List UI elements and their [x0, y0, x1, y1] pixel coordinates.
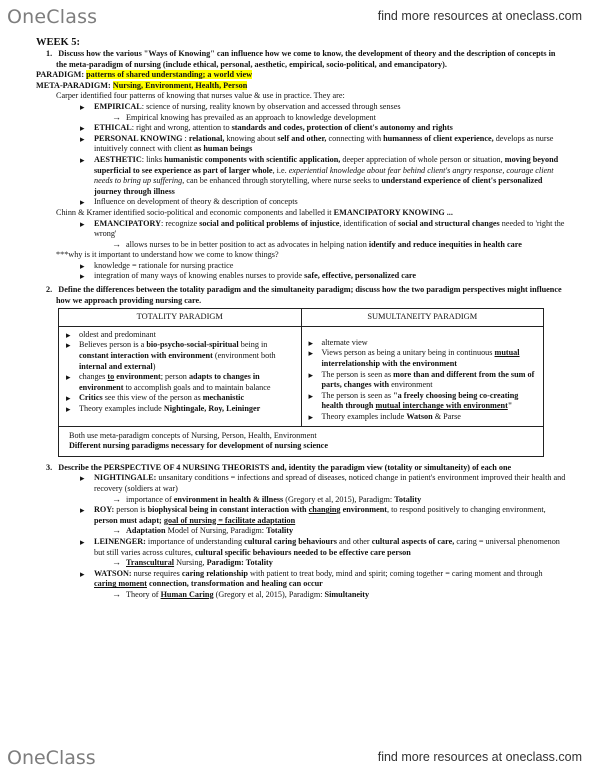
text-bold: " [507, 401, 513, 411]
text-bold: social and structural changes [398, 218, 500, 228]
text: environment [389, 380, 433, 390]
list-item-why-1 [36, 261, 566, 272]
chinn-kramer [36, 208, 566, 219]
text: with patient to treat body, mind and spirit; coming together = caring moment and through [247, 568, 543, 578]
text-bold: EMANCIPATORY KNOWING ... [333, 207, 453, 217]
text: Theory examples include [79, 404, 164, 413]
question-1 [36, 49, 566, 70]
text: : right and wrong, attention to [131, 123, 232, 133]
text-underline: Transcultural [126, 558, 175, 568]
text-underline: caring moment [94, 579, 147, 589]
question-number: 2. [46, 285, 53, 295]
text: person is [114, 505, 148, 515]
text: Theory examples include [321, 412, 407, 421]
text-bold: humanistic components with scientific application, [164, 154, 341, 164]
footer-tagline[interactable]: find more resources at oneclass.com [377, 750, 582, 764]
text-bold: bio-psycho-social-spiritual [146, 340, 239, 350]
text-bold: understand experience of client's personalized journey through illness [94, 176, 543, 196]
text: (Gregory et al, 2015), Paradigm: [283, 494, 395, 504]
meta-paradigm-definition [36, 81, 566, 92]
text: Empirical knowing has prevailed as an approach to knowledge development [126, 112, 376, 122]
sub-item-roy [36, 526, 566, 537]
term: NIGHTINGALE: [94, 473, 157, 483]
paradigm-label: PARADIGM: [36, 70, 85, 80]
simultaneity-item [306, 412, 540, 423]
paradigm-definition [36, 70, 566, 81]
totality-item [63, 393, 297, 404]
text-italic: experiential knowledge about fear behind client's angry response, courage client needs to bring up suffering [94, 165, 554, 186]
sub-item-nightingale [36, 495, 566, 506]
list-item-nightingale [36, 473, 566, 494]
sub-item-emancipatory [36, 240, 566, 251]
list-item-ethical [36, 123, 566, 134]
list-item-emancipatory [36, 219, 566, 240]
page-header [0, 0, 595, 34]
question-text: Discuss how the various "Ways of Knowing" can influence how we come to know, the development of theory and the description of concepts in the meta-paradigm of nursing (include ethical, personal, aesthetic, empirical, socio-political, and emancipatory). [56, 49, 556, 69]
text-bold: Watson [406, 412, 433, 421]
text-bold: cultural aspects of care, [371, 536, 455, 546]
text: , can be enhanced through storytelling, where nurse seeks to [182, 176, 382, 186]
simultaneity-item [306, 391, 540, 412]
text-bold: more than and different from the sum of parts, changes with [321, 369, 535, 390]
text: caring = universal phenomenon but still varies across cultures, [94, 536, 560, 557]
text: ) [152, 361, 156, 371]
text: : links [141, 154, 165, 164]
text-bold: connection, transformation and healing can occur [146, 579, 323, 589]
totality-item [63, 340, 297, 372]
text: to accomplish goals and to maintain balance [123, 382, 271, 392]
header-tagline[interactable]: find more resources at oneclass.com [377, 9, 582, 23]
text: oldest and predominant [79, 329, 156, 339]
text: (Gregory et al, 2015), Paradigm: [213, 589, 325, 599]
term: WATSON: [94, 568, 132, 578]
text-bold: environment [340, 505, 387, 515]
footer-logo[interactable]: OneClass [7, 747, 96, 769]
text-bold: internal and external [79, 361, 153, 371]
text-bold: environment in health & illness [173, 494, 284, 504]
meta-paradigm-label: META-PARADIGM: [36, 80, 111, 90]
text: see this view of the person as [102, 393, 203, 403]
text: The person is seen as [321, 390, 394, 400]
text: : [182, 133, 189, 143]
text-bold: identify and reduce inequities in health care [368, 239, 522, 249]
summary-line-1: Both use meta-paradigm concepts of Nursing, Person, Health, Environment [69, 430, 317, 440]
text-bold: Totality [266, 526, 294, 536]
text: Views person as being a unitary being in continuous [321, 348, 495, 358]
text-bold: Totality [394, 494, 422, 504]
term: LEINENGER: [94, 536, 146, 546]
text-bold: humanness of client experience, [383, 133, 494, 143]
term: EMANCIPATORY [94, 218, 162, 228]
text-bold: constant interaction with environment [79, 351, 213, 361]
text: , to respond positively to changing environment, [387, 505, 546, 515]
text: Influence on development of theory & description of concepts [94, 197, 298, 207]
text-underline: to [107, 372, 115, 382]
list-item-aesthetic [36, 155, 566, 197]
text-underline: mutual [494, 348, 520, 358]
text-bold: Simultaneity [324, 589, 370, 599]
text-bold: social and political problems of injustice [199, 218, 340, 228]
text: alternate view [321, 337, 368, 347]
list-item-personal [36, 134, 566, 155]
text-bold: standards and codes, protection of client's autonomy and rights [231, 123, 453, 133]
text: connecting with [326, 133, 384, 143]
term: EMPIRICAL [94, 101, 142, 111]
text: being in [238, 340, 268, 350]
question-text: Describe the PERSPECTIVE OF 4 NURSING THEORISTS and, identity the paradigm view (totality or simultaneity) of each one [58, 462, 512, 472]
text: & Parse [432, 412, 461, 421]
totality-cell [59, 326, 302, 426]
text-underline: mutual interchange with environment [375, 401, 508, 411]
list-item-watson [36, 569, 566, 590]
simultaneity-item [306, 370, 540, 391]
text: Theory of [126, 589, 161, 599]
text: Nursing, [174, 558, 207, 568]
list-item-influence [36, 197, 566, 208]
text: knowing about [224, 133, 278, 143]
text-underline: goal of nursing = facilitate adaptation [163, 515, 296, 525]
document-body [36, 36, 566, 601]
oneclass-logo[interactable]: OneClass [7, 6, 98, 28]
text-bold: mechanistic [202, 393, 245, 403]
text-bold: cultural specific behaviours needed to be effective care person [194, 547, 411, 557]
paradigm-value: patterns of shared understanding; a world view [86, 70, 252, 80]
totality-item [63, 372, 297, 393]
text-bold: safe, effective, personalized care [304, 271, 417, 281]
simultaneity-header: SUMULTANEITY PARADIGM [301, 309, 544, 327]
text-bold: person must adapt; [94, 515, 164, 525]
term: ETHICAL [94, 123, 132, 133]
sub-item-empirical [36, 113, 566, 124]
list-item-leininger [36, 537, 566, 558]
text: , identification of [339, 218, 399, 228]
spacer [306, 330, 540, 338]
text: : science of nursing, reality known by observation and accessed through senses [141, 101, 401, 111]
text: importance of understanding [145, 536, 245, 546]
text-bold: Adaptation [126, 526, 166, 536]
why-question: ***why is it important to understand how we come to know things? [56, 250, 279, 260]
question-2 [36, 285, 566, 306]
meta-paradigm-value: Nursing, Environment, Health, Person [112, 80, 248, 90]
text: Chinn & Kramer identified socio-political and economic components and labelled it [56, 207, 334, 217]
text-underline: Human Caring [160, 589, 214, 599]
text: : recognize [161, 218, 200, 228]
text: Model of Nursing, Paradigm: [165, 526, 267, 536]
text: unsanitary conditions = infections and spread of diseases, noticed change in patient's environment improved their health and recovery (soldiers at war) [94, 473, 566, 493]
text-bold: moving beyond superficial to see experience as part of larger whole [94, 154, 559, 175]
summary-line-2: Different nursing paradigms necessary for development of nursing science [69, 441, 328, 451]
text: deeper appreciation of whole person or situation, [340, 154, 505, 164]
paradigm-table [58, 308, 544, 457]
totality-item [63, 330, 297, 341]
text: and other [336, 536, 372, 546]
text-bold: self and other, [277, 133, 327, 143]
text-bold: adapts to changes in environment [79, 372, 260, 392]
text-bold: Paradigm: Totality [206, 558, 273, 568]
text: (environment both [212, 351, 276, 361]
text-bold: caring relationship [181, 568, 248, 578]
text-bold: as human beings [194, 144, 253, 154]
simultaneity-cell [301, 326, 544, 426]
text: develops as nurse intuitively connect with client [94, 133, 554, 154]
text-underline: changing [308, 505, 341, 515]
term: PERSONAL KNOWING [94, 133, 183, 143]
text: , i.e. [272, 165, 289, 175]
text-bold: relational, [188, 133, 225, 143]
question-3 [36, 463, 566, 474]
text: nurse requires [131, 568, 182, 578]
text: changes [79, 372, 108, 382]
simultaneity-item [306, 348, 540, 369]
term: AESTHETIC [94, 154, 142, 164]
totality-header: TOTALITY PARADIGM [59, 309, 302, 327]
question-number: 1. [46, 49, 53, 58]
list-item-why-2 [36, 271, 566, 282]
text-bold: Critics [79, 393, 103, 403]
totality-item [63, 404, 297, 415]
text-bold: interrelationship with the environment [321, 359, 457, 369]
text: The person is seen as [321, 369, 394, 379]
term: ROY: [94, 505, 115, 515]
list-item-roy [36, 505, 566, 526]
simultaneity-item [306, 338, 540, 349]
text: ; person [160, 372, 189, 382]
text: needed to 'right the wrong' [94, 218, 565, 239]
text: integration of many ways of knowing enables nurses to provide [94, 271, 305, 281]
sub-item-leininger [36, 558, 566, 569]
text: allows nurses to be in better position to act as advocates in helping nation [126, 239, 369, 249]
week-heading: WEEK 5: [36, 37, 81, 48]
question-number: 3. [46, 462, 53, 472]
text-bold: biophysical being in constant interaction with [147, 505, 309, 515]
carper-intro: Carper identified four patterns of knowing that nurses value & use in practice. They are: [56, 91, 345, 101]
table-summary-cell [59, 426, 544, 456]
text-bold: cultural caring behaviours [244, 536, 337, 546]
question-text: Define the differences between the totality paradigm and the simultaneity paradigm; discuss how the two paradigm perspectives might influence how we approach providing nursing care. [56, 285, 562, 305]
text-bold: Nightingale, Roy, Leininger [163, 404, 261, 413]
text: importance of [126, 494, 174, 504]
text-bold: environment [114, 372, 161, 382]
text: Believes person is a [79, 340, 147, 350]
text-bold: "a freely choosing being co-creating health through [321, 390, 519, 411]
sub-item-watson [36, 590, 566, 601]
text: knowledge = rationale for nursing practice [94, 260, 234, 270]
